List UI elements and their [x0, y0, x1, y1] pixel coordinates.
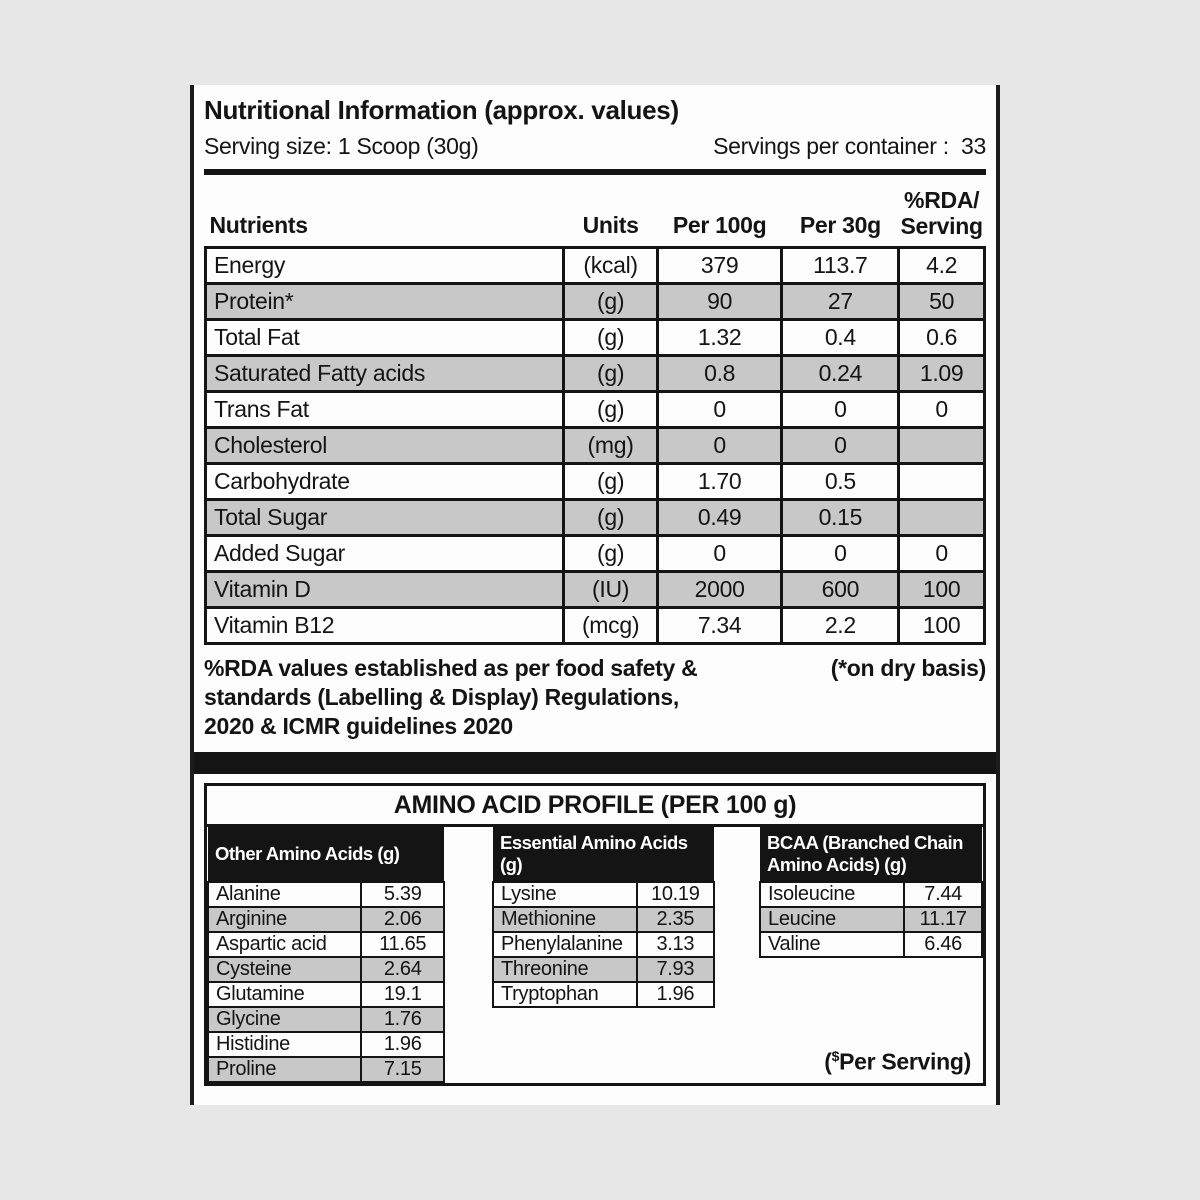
amino-name: Threonine	[493, 957, 637, 982]
amino-name: Aspartic acid	[208, 932, 361, 957]
cell-per30g: 0.5	[782, 464, 899, 500]
table-row	[206, 284, 985, 320]
table-row	[206, 356, 985, 392]
per-serving-sup: $	[831, 1048, 840, 1065]
serving-size-text: Serving size: 1 Scoop (30g)	[204, 133, 479, 159]
cell-name: Vitamin B12	[206, 608, 564, 644]
cell-name: Saturated Fatty acids	[206, 356, 564, 392]
cell-rda: 0	[899, 392, 985, 428]
rda-header-line2: Serving	[900, 213, 983, 239]
cell-name: Cholesterol	[206, 428, 564, 464]
cell-per30g: 27	[782, 284, 899, 320]
amino-value: 6.46	[904, 932, 982, 957]
per-serving-text: Per Serving)	[839, 1049, 971, 1075]
cell-per30g: 0.24	[782, 356, 899, 392]
cell-name: Trans Fat	[206, 392, 564, 428]
header-line: Essential Amino Acids (g)	[500, 832, 688, 875]
table-row	[206, 320, 985, 356]
cell-name: Protein*	[206, 284, 564, 320]
cell-name: Energy	[206, 248, 564, 284]
cell-per30g: 0	[782, 536, 899, 572]
cell-unit: (g)	[564, 284, 657, 320]
cell-unit: (kcal)	[564, 248, 657, 284]
cell-per100g: 379	[657, 248, 782, 284]
table-row	[493, 882, 714, 907]
amino-name: Leucine	[760, 907, 904, 932]
footnote-row	[204, 654, 986, 741]
amino-value: 5.39	[361, 882, 444, 907]
table-row	[206, 428, 985, 464]
section-divider-band	[194, 752, 996, 774]
essential-amino-acids-table	[492, 827, 715, 1008]
table-row	[208, 907, 444, 932]
table-row	[760, 907, 982, 932]
table-row	[206, 464, 985, 500]
amino-name: Methionine	[493, 907, 637, 932]
amino-value: 1.76	[361, 1007, 444, 1032]
cell-name: Total Sugar	[206, 500, 564, 536]
table-row	[208, 882, 444, 907]
amino-profile-title: AMINO ACID PROFILE (PER 100 g)	[207, 786, 983, 827]
cell-per100g: 90	[657, 284, 782, 320]
cell-unit: (g)	[564, 536, 657, 572]
table-row	[208, 932, 444, 957]
table-row	[208, 982, 444, 1007]
cell-per100g: 7.34	[657, 608, 782, 644]
cell-per30g: 600	[782, 572, 899, 608]
servings-per-container-text: Servings per container : 33	[713, 133, 986, 159]
cell-per100g: 0.49	[657, 500, 782, 536]
amino-name: Lysine	[493, 882, 637, 907]
cell-rda	[899, 464, 985, 500]
amino-name: Arginine	[208, 907, 361, 932]
table-row	[493, 932, 714, 957]
amino-value: 2.64	[361, 957, 444, 982]
cell-name: Total Fat	[206, 320, 564, 356]
amino-name: Tryptophan	[493, 982, 637, 1007]
cell-per30g: 0	[782, 428, 899, 464]
cell-per100g: 0.8	[657, 356, 782, 392]
essential-amino-acids-header	[493, 827, 714, 882]
col-header-per100g: Per 100g	[672, 212, 767, 238]
table-row	[208, 957, 444, 982]
amino-value: 1.96	[637, 982, 714, 1007]
table-row	[206, 572, 985, 608]
cell-name: Carbohydrate	[206, 464, 564, 500]
cell-name: Added Sugar	[206, 536, 564, 572]
amino-value: 2.35	[637, 907, 714, 932]
amino-value: 3.13	[637, 932, 714, 957]
cell-per30g: 0.15	[782, 500, 899, 536]
cell-rda: 4.2	[899, 248, 985, 284]
cell-unit: (IU)	[564, 572, 657, 608]
table-row	[493, 957, 714, 982]
per-serving-open: (	[824, 1049, 832, 1075]
cell-per100g: 1.70	[657, 464, 782, 500]
label-title: Nutritional Information (approx. values)	[204, 95, 679, 125]
table-row	[760, 882, 982, 907]
rda-footnote	[204, 654, 697, 741]
cell-per100g: 0	[657, 536, 782, 572]
table-row	[208, 1032, 444, 1057]
amino-value: 7.15	[361, 1057, 444, 1082]
amino-name: Glycine	[208, 1007, 361, 1032]
amino-profile-content	[207, 827, 983, 1083]
footnote-line: standards (Labelling & Display) Regulations,	[204, 684, 679, 710]
amino-name: Alanine	[208, 882, 361, 907]
header-row	[208, 827, 444, 882]
amino-name: Histidine	[208, 1032, 361, 1057]
amino-name: Phenylalanine	[493, 932, 637, 957]
cell-unit: (mcg)	[564, 608, 657, 644]
cell-per100g: 0	[657, 392, 782, 428]
cell-unit: (mg)	[564, 428, 657, 464]
cell-unit: (g)	[564, 320, 657, 356]
header-row	[493, 827, 714, 882]
amino-value: 7.93	[637, 957, 714, 982]
table-row	[208, 1057, 444, 1082]
col-header-rda-serving	[899, 175, 985, 248]
col-header-nutrients: Nutrients	[209, 212, 308, 238]
dry-basis-note: (*on dry basis)	[830, 655, 986, 681]
cell-rda: 50	[899, 284, 985, 320]
table-row	[760, 932, 982, 957]
amino-value: 11.65	[361, 932, 444, 957]
header-line: Other Amino Acids (g)	[215, 843, 400, 864]
amino-name: Glutamine	[208, 982, 361, 1007]
amino-name: Valine	[760, 932, 904, 957]
amino-name: Proline	[208, 1057, 361, 1082]
cell-per100g: 0	[657, 428, 782, 464]
table-row	[206, 536, 985, 572]
cell-rda: 100	[899, 572, 985, 608]
table-row	[208, 1007, 444, 1032]
cell-rda: 100	[899, 608, 985, 644]
cell-rda	[899, 428, 985, 464]
cell-rda	[899, 500, 985, 536]
amino-name: Cysteine	[208, 957, 361, 982]
header-row	[760, 827, 982, 882]
cell-per100g: 2000	[657, 572, 782, 608]
cell-unit: (g)	[564, 356, 657, 392]
amino-value: 7.44	[904, 882, 982, 907]
footnote-line: %RDA values established as per food safety &	[204, 655, 698, 681]
header-line: BCAA (Branched Chain	[767, 832, 963, 853]
nutrition-table-header	[206, 175, 985, 248]
amino-value: 1.96	[361, 1032, 444, 1057]
amino-name: Isoleucine	[760, 882, 904, 907]
table-row	[206, 608, 985, 644]
cell-name: Vitamin D	[206, 572, 564, 608]
cell-per30g: 0.4	[782, 320, 899, 356]
rda-header-line1: %RDA/	[904, 187, 980, 213]
cell-rda: 0	[899, 536, 985, 572]
footnote-line: 2020 & ICMR guidelines 2020	[204, 713, 513, 739]
amino-value: 11.17	[904, 907, 982, 932]
nutrition-table	[204, 175, 986, 645]
cell-rda: 1.09	[899, 356, 985, 392]
bcaa-header	[760, 827, 982, 882]
cell-unit: (g)	[564, 464, 657, 500]
amino-acid-profile-section	[204, 783, 986, 1086]
cell-per30g: 2.2	[782, 608, 899, 644]
col-header-units: Units	[582, 212, 639, 238]
other-amino-acids-header	[208, 827, 444, 882]
per-serving-note	[824, 1048, 971, 1076]
header-line: Amino Acids) (g)	[767, 854, 907, 875]
table-row	[493, 907, 714, 932]
col-header-per30g: Per 30g	[799, 212, 881, 238]
header-row	[206, 175, 985, 248]
cell-unit: (g)	[564, 500, 657, 536]
cell-rda: 0.6	[899, 320, 985, 356]
bcaa-table	[759, 827, 983, 958]
table-row	[493, 982, 714, 1007]
table-row	[206, 500, 985, 536]
table-row	[206, 248, 985, 284]
amino-value: 2.06	[361, 907, 444, 932]
nutrition-label	[190, 85, 1000, 1105]
serving-info-row	[204, 133, 986, 160]
amino-value: 10.19	[637, 882, 714, 907]
table-row	[206, 392, 985, 428]
amino-value: 19.1	[361, 982, 444, 1007]
cell-per100g: 1.32	[657, 320, 782, 356]
other-amino-acids-table	[207, 827, 445, 1083]
cell-unit: (g)	[564, 392, 657, 428]
cell-per30g: 113.7	[782, 248, 899, 284]
cell-per30g: 0	[782, 392, 899, 428]
